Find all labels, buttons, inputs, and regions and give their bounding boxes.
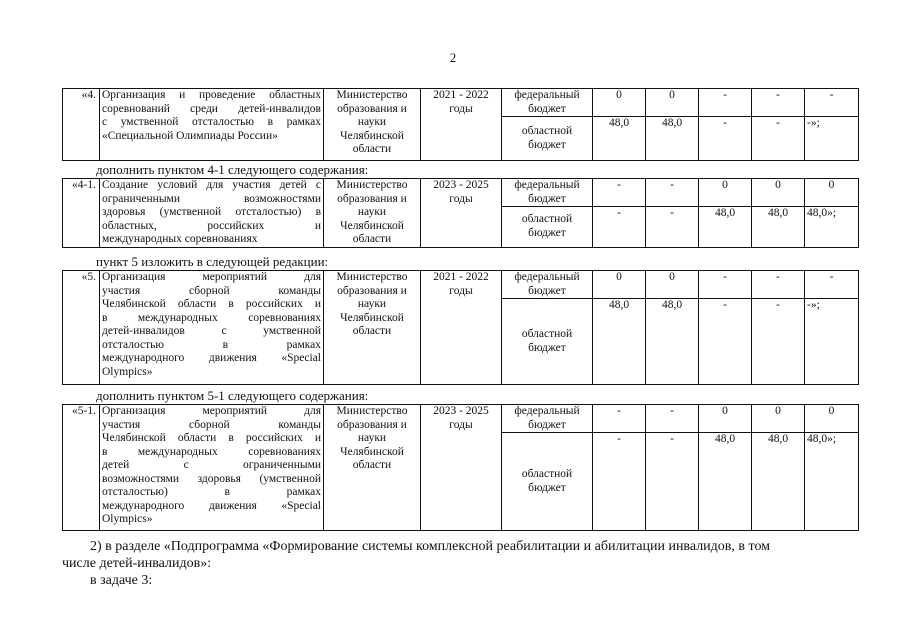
- row-name: Создание условий для участия детей с ограниченными возможностями здоровья (умственной отсталостью) в областных, российских и международных соревнованиях: [100, 179, 324, 248]
- row-org: Министерство образования и науки Челябинской области: [324, 89, 421, 161]
- value-cell: -: [593, 207, 646, 247]
- page-number: 2: [449, 50, 457, 65]
- body-paragraph: [62, 538, 852, 589]
- table-row: [62, 404, 859, 531]
- value-cell: -: [646, 207, 699, 247]
- paragraph-line: 2) в разделе «Подпрограмма «Формирование системы комплексной реабилитации и абилитации инвалидов, в том: [90, 539, 771, 554]
- budget-name: областной бюджет: [502, 117, 593, 161]
- notice-text: пункт 5 изложить в следующей редакции:: [96, 254, 329, 269]
- value-cell: -: [752, 299, 805, 385]
- paragraph-line: в задаче 3:: [90, 573, 153, 588]
- row-org: Министерство образования и науки Челябинской области: [324, 179, 421, 248]
- value-cell: 0: [805, 405, 859, 433]
- row-name: Организация и проведение областных соревнований среди детей-инвалидов с умственной отсталостью в рамках «Специальной Олимпиады России»: [100, 89, 324, 161]
- value-cell: -: [699, 271, 752, 299]
- value-cell: -: [699, 89, 752, 117]
- value-cell: 0: [646, 89, 699, 117]
- row-years: 2021 - 2022 годы: [421, 271, 502, 385]
- value-cell: -: [752, 117, 805, 161]
- value-cell: 0: [646, 271, 699, 299]
- value-cell: 0: [752, 405, 805, 433]
- value-cell: -: [805, 271, 859, 299]
- row-years: 2021 - 2022 годы: [421, 89, 502, 161]
- row-org: Министерство образования и науки Челябинской области: [324, 271, 421, 385]
- value-cell: -: [699, 117, 752, 161]
- row-name: Организация мероприятий для участия сборной команды Челябинской области в российских и в международных соревнованиях детей-инвалидов с умственной отсталостью в рамках международного движения «Special Olympics»: [100, 271, 324, 385]
- value-cell: -: [646, 433, 699, 531]
- value-cell: 0: [805, 179, 859, 207]
- value-cell: 0: [699, 405, 752, 433]
- table-row: [62, 88, 859, 161]
- value-cell: -: [752, 89, 805, 117]
- value-cell: 48,0: [593, 117, 646, 161]
- value-cell: -: [805, 89, 859, 117]
- value-cell: 48,0: [646, 117, 699, 161]
- value-cell: 0: [593, 89, 646, 117]
- value-cell: -: [593, 179, 646, 207]
- value-cell: 48,0: [699, 207, 752, 247]
- table-row: [62, 270, 859, 385]
- value-cell: 0: [699, 179, 752, 207]
- row-org: Министерство образования и науки Челябинской области: [324, 405, 421, 531]
- value-cell: 48,0: [699, 433, 752, 531]
- row-name: Организация мероприятий для участия сборной команды Челябинской области в российских и в международных соревнованиях детей с ограниченными возможностями здоровья (умственной отсталостью) в рамках международного движения «Special Olympics»: [100, 405, 324, 531]
- budget-name: областной бюджет: [502, 299, 593, 385]
- budget-name: областной бюджет: [502, 433, 593, 531]
- value-cell: 48,0: [752, 207, 805, 247]
- notice-text: дополнить пунктом 4-1 следующего содержания:: [96, 162, 369, 177]
- value-cell: 48,0: [593, 299, 646, 385]
- budget-name: федеральный бюджет: [502, 405, 593, 433]
- row-number: «5.: [63, 271, 100, 385]
- value-cell: 48,0»;: [805, 207, 859, 247]
- budget-name: федеральный бюджет: [502, 89, 593, 117]
- value-cell: 0: [593, 271, 646, 299]
- row-years: 2023 - 2025 годы: [421, 405, 502, 531]
- value-cell: -: [646, 179, 699, 207]
- value-cell: 48,0»;: [805, 433, 859, 531]
- paragraph-line: числе детей-инвалидов»:: [62, 556, 212, 571]
- value-cell: 48,0: [752, 433, 805, 531]
- row-number: «5-1.: [63, 405, 100, 531]
- value-cell: -»;: [805, 117, 859, 161]
- value-cell: -: [646, 405, 699, 433]
- value-cell: -: [699, 299, 752, 385]
- value-cell: -: [593, 405, 646, 433]
- table-row: [62, 178, 859, 248]
- value-cell: 48,0: [646, 299, 699, 385]
- value-cell: -: [752, 271, 805, 299]
- budget-name: федеральный бюджет: [502, 179, 593, 207]
- row-years: 2023 - 2025 годы: [421, 179, 502, 248]
- budget-name: федеральный бюджет: [502, 271, 593, 299]
- notice-text: дополнить пунктом 5-1 следующего содержания:: [96, 388, 369, 403]
- value-cell: 0: [752, 179, 805, 207]
- value-cell: -: [593, 433, 646, 531]
- row-number: «4.: [63, 89, 100, 161]
- row-number: «4-1.: [63, 179, 100, 248]
- budget-name: областной бюджет: [502, 207, 593, 247]
- value-cell: -»;: [805, 299, 859, 385]
